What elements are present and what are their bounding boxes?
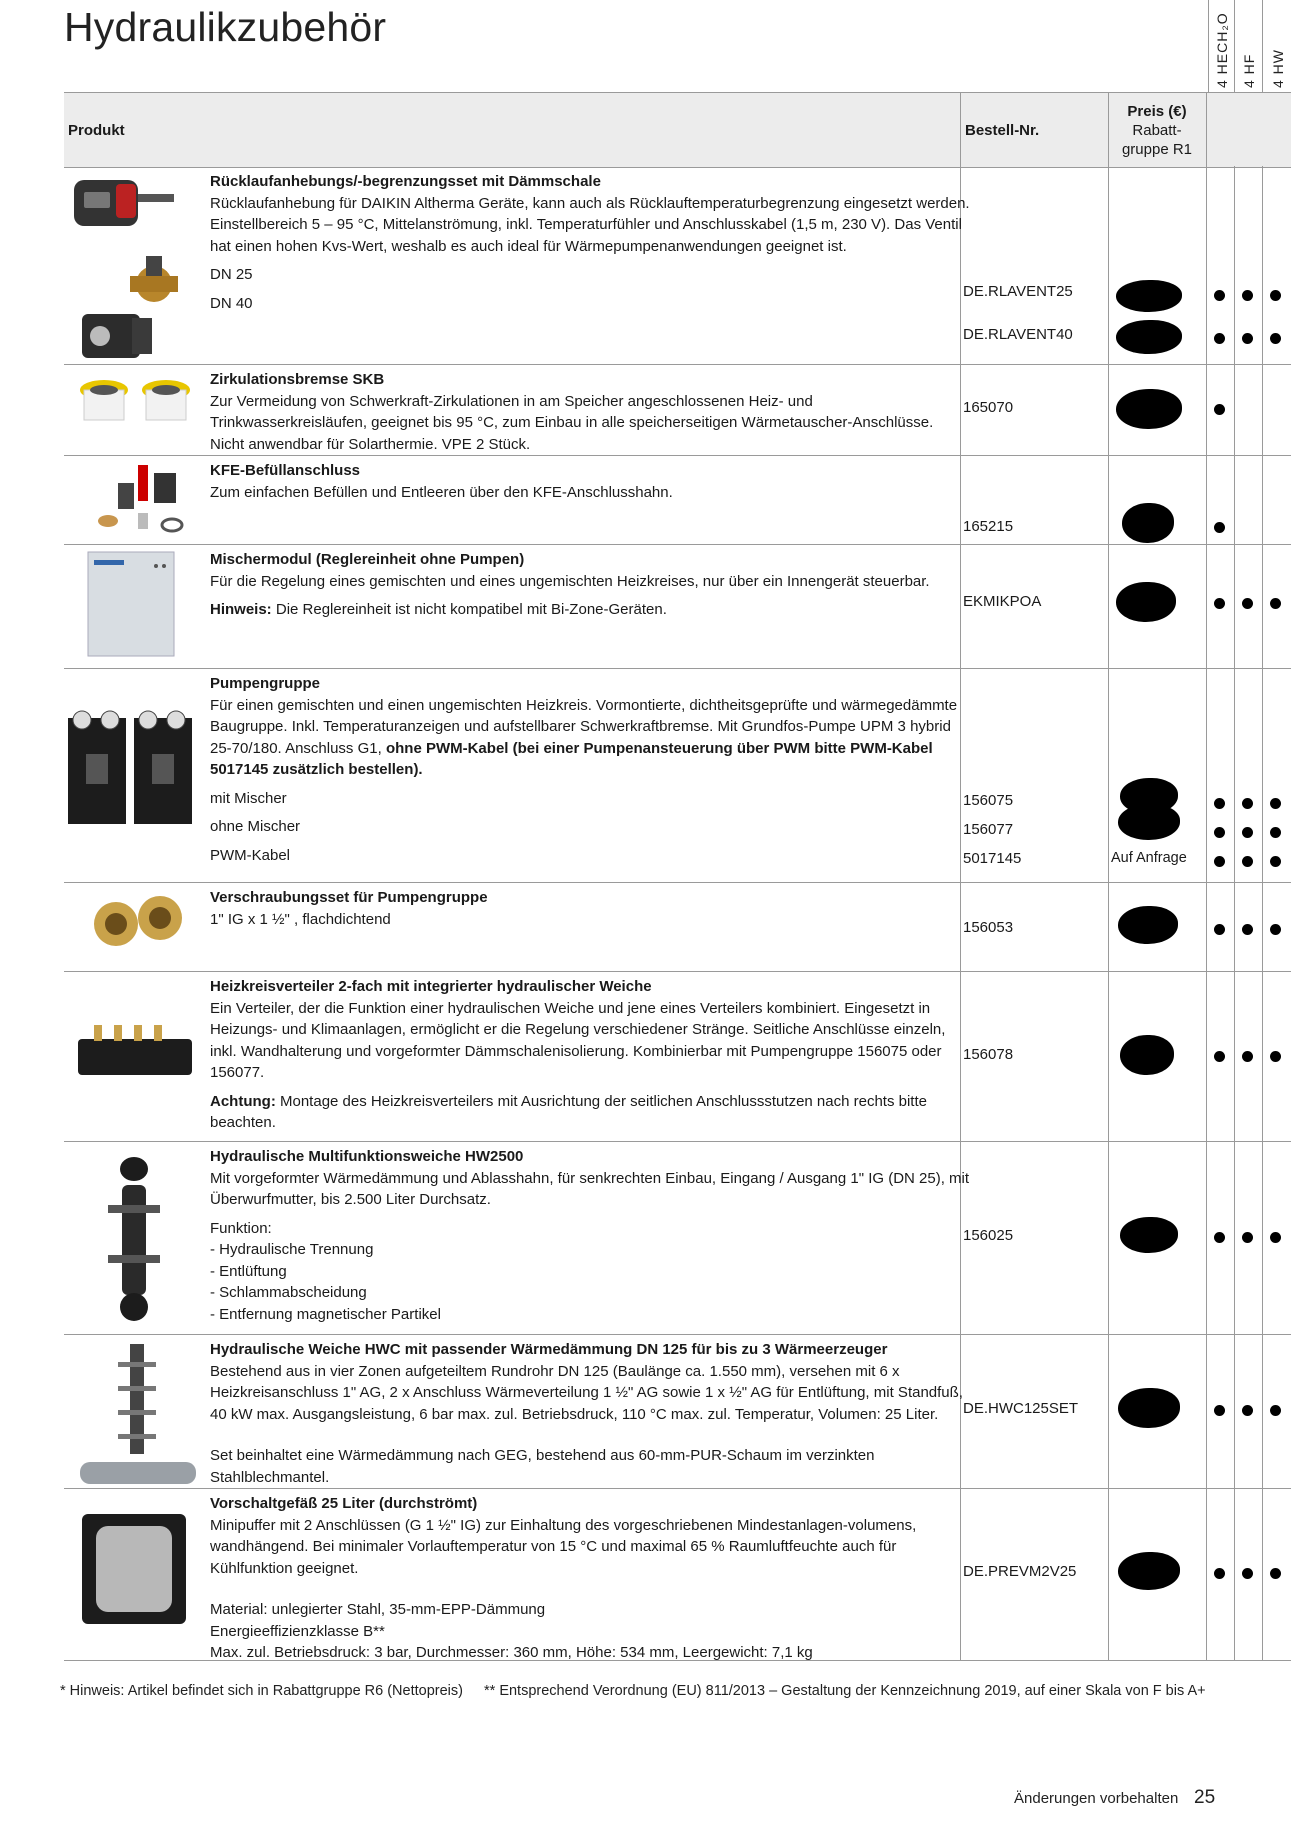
- pump-group-image: [66, 704, 196, 830]
- variant-label: DN 40: [210, 294, 253, 312]
- availability-dot: [1214, 404, 1225, 415]
- table-row: [64, 1141, 1291, 1335]
- buffer-tank-image: [80, 1510, 190, 1630]
- desc-text: Für einen gemischten und einen ungemischten Heizkreis. Vormontierte, dichtheitsgeprüfte und wärmegedämmte Baugruppe. Inkl. Temperaturanzeigen und aufstellbarer Schwerkraftbremse. Mit Grundfos-Pumpe UPM 3 hybrid 25-70/180. Anschluss G1,: [210, 696, 958, 757]
- header-order-no: Bestell-Nr.: [965, 121, 1040, 139]
- mixer-module-image: [86, 550, 176, 660]
- price-on-request: Auf Anfrage: [1111, 850, 1187, 866]
- model-col-hf: [1234, 0, 1263, 92]
- product-text: [210, 976, 970, 1134]
- order-number: 156075: [963, 792, 1014, 809]
- availability-dot: [1242, 1568, 1253, 1579]
- variant-label: ohne Mischer: [210, 818, 301, 835]
- product-note: [210, 1091, 970, 1134]
- header-price-line2: Rabatt-: [1132, 121, 1182, 139]
- table-row: [64, 544, 1291, 669]
- product-desc: Zum einfachen Befüllen und Entleeren über den KFE-Anschlusshahn.: [210, 483, 673, 501]
- table-row: [64, 1334, 1291, 1489]
- availability-dot: [1270, 1232, 1281, 1243]
- availability-dot: [1214, 1568, 1225, 1579]
- header-product: Produkt: [68, 121, 125, 139]
- redacted-price: [1118, 804, 1180, 840]
- availability-dot: [1242, 827, 1253, 838]
- product-desc: Minipuffer mit 2 Anschlüssen (G 1 ½" IG) zur Einhaltung des vorgeschriebenen Mindestanlagen-volumens, wandhängend. Bei minimaler Vorlauftemperatur von 15 °C und maximal 65 % Raumluftfeuchte auch für Kühlfunktion geeignet.: [210, 1516, 917, 1577]
- function-label: Funktion:: [210, 1219, 272, 1237]
- availability-dot: [1242, 333, 1253, 344]
- function-item: - Entlüftung: [210, 1262, 287, 1280]
- model-col-label: 4 HECH₂O: [1214, 12, 1230, 88]
- model-col-hw: [1262, 0, 1291, 92]
- product-desc: 1" IG x 1 ½" , flachdichtend: [210, 910, 391, 928]
- product-title: Mischermodul (Reglereinheit ohne Pumpen): [210, 551, 525, 568]
- redacted-price: [1118, 1552, 1180, 1590]
- product-text: [210, 549, 970, 621]
- order-number: EKMIKPOA: [963, 593, 1042, 610]
- table-header: [64, 92, 1291, 168]
- order-number: 156077: [963, 821, 1014, 838]
- availability-dot: [1214, 827, 1225, 838]
- order-number: 5017145: [963, 850, 1022, 867]
- product-desc: Mit vorgeformter Wärmedämmung und Ablasshahn, für senkrechten Einbau, Eingang / Ausgang 1" IG (DN 25), mit Überwurfmutter, bis 2.500 Liter Durchsatz.: [210, 1169, 970, 1208]
- changes-reserved: Änderungen vorbehalten: [1014, 1790, 1179, 1807]
- note-text: Montage des Heizkreisverteilers mit Ausrichtung der seitlichen Anschlussstutzen nach rechts bitte beachten.: [210, 1092, 927, 1131]
- availability-dot: [1242, 1051, 1253, 1062]
- function-item: - Entfernung magnetischer Partikel: [210, 1305, 441, 1323]
- product-specs: Max. zul. Betriebsdruck: 3 bar, Durchmesser: 360 mm, Höhe: 534 mm, Leergewicht: 7,1 kg: [210, 1644, 813, 1661]
- redacted-price: [1116, 582, 1176, 622]
- availability-dot: [1270, 856, 1281, 867]
- order-number: 165070: [963, 399, 1014, 416]
- redacted-price: [1120, 1217, 1178, 1253]
- function-item: - Hydraulische Trennung: [210, 1241, 374, 1258]
- availability-dot: [1270, 1051, 1281, 1062]
- note-text: Die Reglereinheit ist nicht kompatibel mit Bi-Zone-Geräten.: [275, 601, 667, 618]
- product-text: [210, 1493, 970, 1664]
- page-number: 25: [1194, 1787, 1216, 1808]
- desc-bold: ohne PWM-Kabel (bei einer Pumpenansteuerung über PWM bitte PWM-Kabel 5017145 zusätzlich bestellen).: [210, 739, 933, 778]
- product-title: Hydraulische Weiche HWC mit passender Wärmedämmung DN 125 für bis zu 3 Wärmeerzeuger: [210, 1341, 888, 1358]
- page-title: Hydraulikzubehör: [64, 4, 387, 50]
- model-col-label: 4 HF: [1241, 53, 1257, 88]
- availability-dot: [1242, 856, 1253, 867]
- availability-dot: [1270, 1405, 1281, 1416]
- variant-label: mit Mischer: [210, 789, 287, 807]
- variant-label: PWM-Kabel: [210, 846, 291, 864]
- order-number: 156053: [963, 919, 1014, 936]
- availability-dot: [1242, 290, 1253, 301]
- availability-dot: [1214, 290, 1225, 301]
- availability-dot: [1270, 598, 1281, 609]
- availability-dot: [1214, 522, 1225, 533]
- table-row: [64, 1488, 1291, 1661]
- footnote-discount-group: * Hinweis: Artikel befindet sich in Rabattgruppe R6 (Nettopreis): [60, 1683, 463, 1699]
- product-title: Rücklaufanhebungs/-begrenzungsset mit Dämmschale: [210, 173, 601, 190]
- availability-dot: [1270, 1568, 1281, 1579]
- order-number: DE.PREVM2V25: [963, 1563, 1077, 1580]
- product-title: Pumpengruppe: [210, 675, 321, 692]
- availability-dot: [1242, 798, 1253, 809]
- product-title: Hydraulische Multifunktionsweiche HW2500: [210, 1148, 524, 1165]
- note-label: Achtung:: [210, 1092, 276, 1110]
- availability-dot: [1270, 798, 1281, 809]
- header-price-line1: Preis (€): [1127, 102, 1187, 120]
- availability-dot: [1214, 1405, 1225, 1416]
- availability-dot: [1242, 1405, 1253, 1416]
- product-desc: [210, 695, 970, 781]
- product-desc: Zur Vermeidung von Schwerkraft-Zirkulationen in am Speicher angeschlossenen Heiz- und Trinkwasserkreisläufen, geeignet bis 95 °C, zum Einbau in alle speicherseitigen Wärmetauscher-Anschlüsse. Nicht anwendbar für Solarthermie. VPE 2 Stück.: [210, 392, 934, 453]
- availability-dot: [1214, 333, 1225, 344]
- product-text: [210, 171, 970, 314]
- table-row: [64, 364, 1291, 456]
- circulation-brake-image: [76, 374, 196, 444]
- function-item: - Schlammabscheidung: [210, 1284, 367, 1301]
- product-desc: Bestehend aus in vier Zonen aufgeteiltem Rundrohr DN 125 (Baulänge ca. 1.550 mm), versehen mit 6 x Heizkreisanschluss 1" AG, 2 x Anschluss Wärmeverteilung 1 ½" AG sowie 1 x ½" AG für Entlüftung, mit Standfuß, 40 kW max. Ausgangsleistung, 6 bar max. zul. Betriebsdruck, 110 °C max. zul. Temperatur, Volumen: 25 Liter.: [210, 1362, 963, 1423]
- model-col-label: 4 HW: [1269, 49, 1286, 88]
- availability-dot: [1270, 827, 1281, 838]
- product-text: [210, 887, 970, 930]
- redacted-price: [1116, 280, 1182, 312]
- header-price-line3: gruppe R1: [1121, 140, 1193, 158]
- product-text: [210, 369, 970, 455]
- hydraulic-separator-hwc-image: [78, 1338, 198, 1484]
- redacted-price: [1120, 1035, 1174, 1075]
- order-number: DE.RLAVENT40: [963, 326, 1073, 343]
- availability-dot: [1270, 290, 1281, 301]
- product-text: [210, 460, 970, 503]
- fitting-set-image: [86, 890, 196, 960]
- order-number: DE.HWC125SET: [963, 1400, 1079, 1417]
- product-text: [210, 1146, 970, 1325]
- note-label: Hinweis:: [210, 601, 272, 618]
- redacted-price: [1116, 320, 1182, 354]
- order-number: DE.RLAVENT25: [963, 283, 1073, 300]
- availability-dot: [1270, 924, 1281, 935]
- availability-dot: [1242, 1232, 1253, 1243]
- product-note: [210, 599, 970, 621]
- kfe-fill-connector-image: [94, 461, 194, 541]
- product-title: Zirkulationsbremse SKB: [210, 371, 385, 388]
- availability-dot: [1214, 924, 1225, 935]
- product-title: Verschraubungsset für Pumpengruppe: [210, 889, 488, 906]
- redacted-price: [1118, 906, 1178, 944]
- availability-dot: [1214, 798, 1225, 809]
- redacted-price: [1118, 1388, 1180, 1428]
- redacted-price: [1122, 503, 1174, 543]
- heating-distributor-image: [74, 1015, 198, 1085]
- availability-dot: [1214, 1051, 1225, 1062]
- table-row: [64, 455, 1291, 545]
- product-text: [210, 1339, 970, 1488]
- table-row: [64, 668, 1291, 883]
- product-text: [210, 673, 970, 866]
- product-desc: Rücklaufanhebung für DAIKIN Altherma Geräte, kann auch als Rücklauftemperaturbegrenzung eingesetzt werden. Einstellbereich 5 – 95 °C, Mittelanströmung, inkl. Temperaturfühler und Anschlusskabel (1,5 m, 230 V). Das Ventil hat einen hohen Kvs-Wert, weshalb es auch ideal für Wärmepumpenanwendungen geeignet ist.: [210, 194, 970, 255]
- availability-dot: [1214, 1232, 1225, 1243]
- product-desc: Ein Verteiler, der die Funktion einer hydraulischen Weiche und jene eines Verteilers kombiniert. Eingesetzt in Heizungs- und Klimaanlagen, ermöglicht er die Regelung verschiedener Stränge. Seitliche Anschlüsse einzeln, inkl. Wandhalterung und vorgeformter Dämmschalenisolierung. Kombinierbar mit Pumpengruppe 156075 oder 156077.: [210, 999, 946, 1081]
- header-price: [1108, 93, 1206, 167]
- product-desc: Für die Regelung eines gemischten und eines ungemischten Heizkreises, nur über ein Innengerät steuerbar.: [210, 572, 930, 590]
- order-number: 165215: [963, 518, 1014, 535]
- multifunction-separator-image: [104, 1155, 164, 1325]
- product-energy-class: Energieeffizienzklasse B**: [210, 1622, 385, 1640]
- product-desc2: Set beinhaltet eine Wärmedämmung nach GEG, bestehend aus 60-mm-PUR-Schaum im verzinkten Stahlblechmantel.: [210, 1447, 875, 1486]
- product-title: Vorschaltgefäß 25 Liter (durchströmt): [210, 1495, 478, 1512]
- product-title: KFE-Befüllanschluss: [210, 462, 361, 479]
- availability-dot: [1242, 598, 1253, 609]
- model-col-hech2o: [1208, 0, 1235, 92]
- availability-dot: [1242, 924, 1253, 935]
- availability-dot: [1214, 856, 1225, 867]
- table-row: [64, 166, 1291, 365]
- table-row: [64, 971, 1291, 1142]
- variant-label: DN 25: [210, 266, 253, 283]
- footnote-regulation: ** Entsprechend Verordnung (EU) 811/2013 – Gestaltung der Kennzeichnung 2019, auf einer Skala von F bis A+: [484, 1683, 1206, 1699]
- product-title: Heizkreisverteiler 2-fach mit integrierter hydraulischer Weiche: [210, 978, 652, 995]
- order-number: 156025: [963, 1227, 1014, 1244]
- order-number: 156078: [963, 1046, 1014, 1063]
- availability-dot: [1270, 333, 1281, 344]
- table-row: [64, 882, 1291, 972]
- availability-dot: [1214, 598, 1225, 609]
- product-material: Material: unlegierter Stahl, 35-mm-EPP-Dämmung: [210, 1601, 546, 1618]
- redacted-price: [1116, 389, 1182, 429]
- valve-actuator-image: [68, 166, 178, 362]
